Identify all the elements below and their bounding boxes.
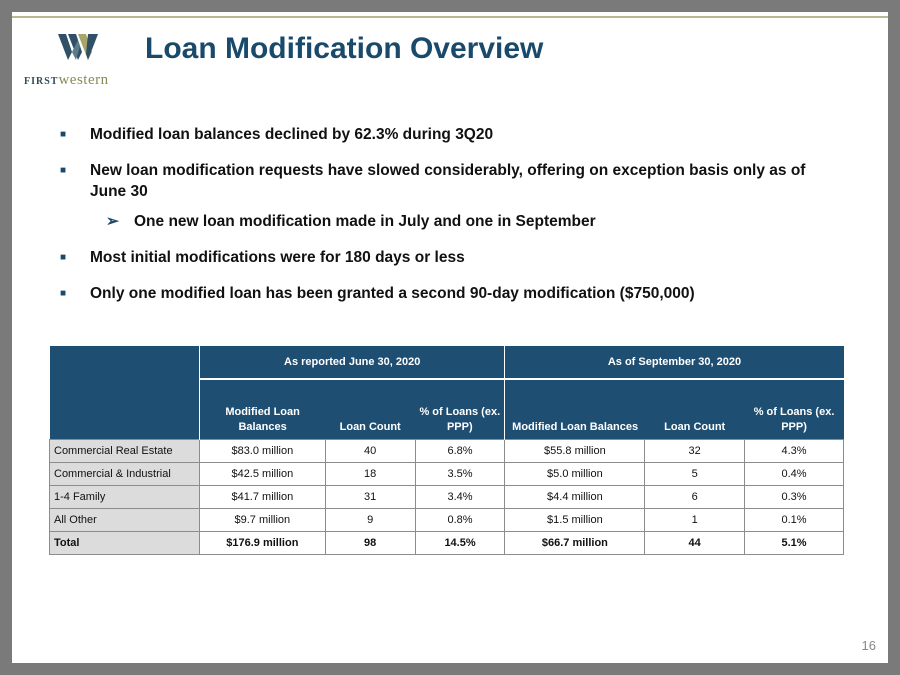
table-cell: $5.0 million: [505, 463, 645, 486]
group-header-june: As reported June 30, 2020: [199, 346, 505, 379]
column-header: Modified Loan Balances: [505, 379, 645, 440]
table-cell: 0.3%: [745, 486, 844, 509]
sub-bullet-item: [60, 211, 820, 232]
bullet-list: [60, 124, 820, 319]
table-cell: $9.7 million: [199, 509, 325, 532]
table-cell: $66.7 million: [505, 532, 645, 555]
column-header: Modified Loan Balances: [199, 379, 325, 440]
table-cell: 6: [645, 486, 745, 509]
table-cell: $83.0 million: [199, 440, 325, 463]
table-row: [50, 486, 844, 509]
table-cell: 6.8%: [415, 440, 505, 463]
bullet-text: Most initial modifications were for 180 days or less: [90, 249, 465, 266]
table-row: [50, 463, 844, 486]
top-rule: [12, 16, 888, 18]
company-logo: [24, 34, 136, 92]
row-category: All Other: [50, 509, 200, 532]
page-number: 16: [861, 638, 876, 653]
square-bullet-icon: ■: [60, 129, 67, 140]
table-cell: 5: [645, 463, 745, 486]
group-header-september: As of September 30, 2020: [505, 346, 844, 379]
logo-wordmark: [24, 72, 109, 89]
bullet-text: Modified loan balances declined by 62.3% during 3Q20: [90, 126, 494, 143]
table-cell: 0.1%: [745, 509, 844, 532]
bullet-item: [60, 283, 820, 304]
table-cell: 44: [645, 532, 745, 555]
bullet-item: [60, 160, 820, 202]
column-header: % of Loans (ex. PPP): [745, 379, 844, 440]
table-cell: $55.8 million: [505, 440, 645, 463]
square-bullet-icon: ■: [60, 288, 67, 299]
table-cell: 98: [325, 532, 415, 555]
row-category: Total: [50, 532, 200, 555]
sub-bullet-text: One new loan modification made in July and one in September: [134, 213, 596, 230]
column-header: % of Loans (ex. PPP): [415, 379, 505, 440]
logo-western-text: western: [58, 72, 109, 88]
table-cell: 14.5%: [415, 532, 505, 555]
w-logo-icon: [58, 34, 98, 60]
bullet-item: [60, 247, 820, 268]
group-header-row: [50, 346, 844, 379]
table-cell: 3.4%: [415, 486, 505, 509]
table-body: [50, 440, 844, 555]
table-cell: 3.5%: [415, 463, 505, 486]
table-cell: 40: [325, 440, 415, 463]
page-title: Loan Modification Overview: [145, 32, 544, 65]
table-cell: $42.5 million: [199, 463, 325, 486]
logo-first-text: FIRST: [24, 76, 59, 87]
square-bullet-icon: ■: [60, 165, 67, 176]
table-cell: 4.3%: [745, 440, 844, 463]
table-row: [50, 532, 844, 555]
square-bullet-icon: ■: [60, 252, 67, 263]
row-category: Commercial & Industrial: [50, 463, 200, 486]
header-blank: [50, 379, 200, 440]
header-blank: [50, 346, 200, 379]
row-category: Commercial Real Estate: [50, 440, 200, 463]
table-cell: 0.4%: [745, 463, 844, 486]
table-cell: $176.9 million: [199, 532, 325, 555]
arrow-bullet-icon: ➢: [106, 213, 119, 230]
table-cell: 32: [645, 440, 745, 463]
table-cell: $4.4 million: [505, 486, 645, 509]
table-cell: 31: [325, 486, 415, 509]
table-row: [50, 509, 844, 532]
row-category: 1-4 Family: [50, 486, 200, 509]
bullet-item: [60, 124, 820, 145]
table-cell: 5.1%: [745, 532, 844, 555]
table-cell: $1.5 million: [505, 509, 645, 532]
column-header-row: [50, 379, 844, 440]
loan-modification-table: [49, 346, 844, 555]
table-cell: 18: [325, 463, 415, 486]
table-cell: 1: [645, 509, 745, 532]
table-row: [50, 440, 844, 463]
slide: [12, 12, 888, 663]
bullet-text: Only one modified loan has been granted a second 90-day modification ($750,000): [90, 285, 695, 302]
bullet-text: New loan modification requests have slowed considerably, offering on exception basis only as of June 30: [90, 162, 806, 200]
table-cell: 9: [325, 509, 415, 532]
table-cell: 0.8%: [415, 509, 505, 532]
column-header: Loan Count: [645, 379, 745, 440]
table-cell: $41.7 million: [199, 486, 325, 509]
column-header: Loan Count: [325, 379, 415, 440]
